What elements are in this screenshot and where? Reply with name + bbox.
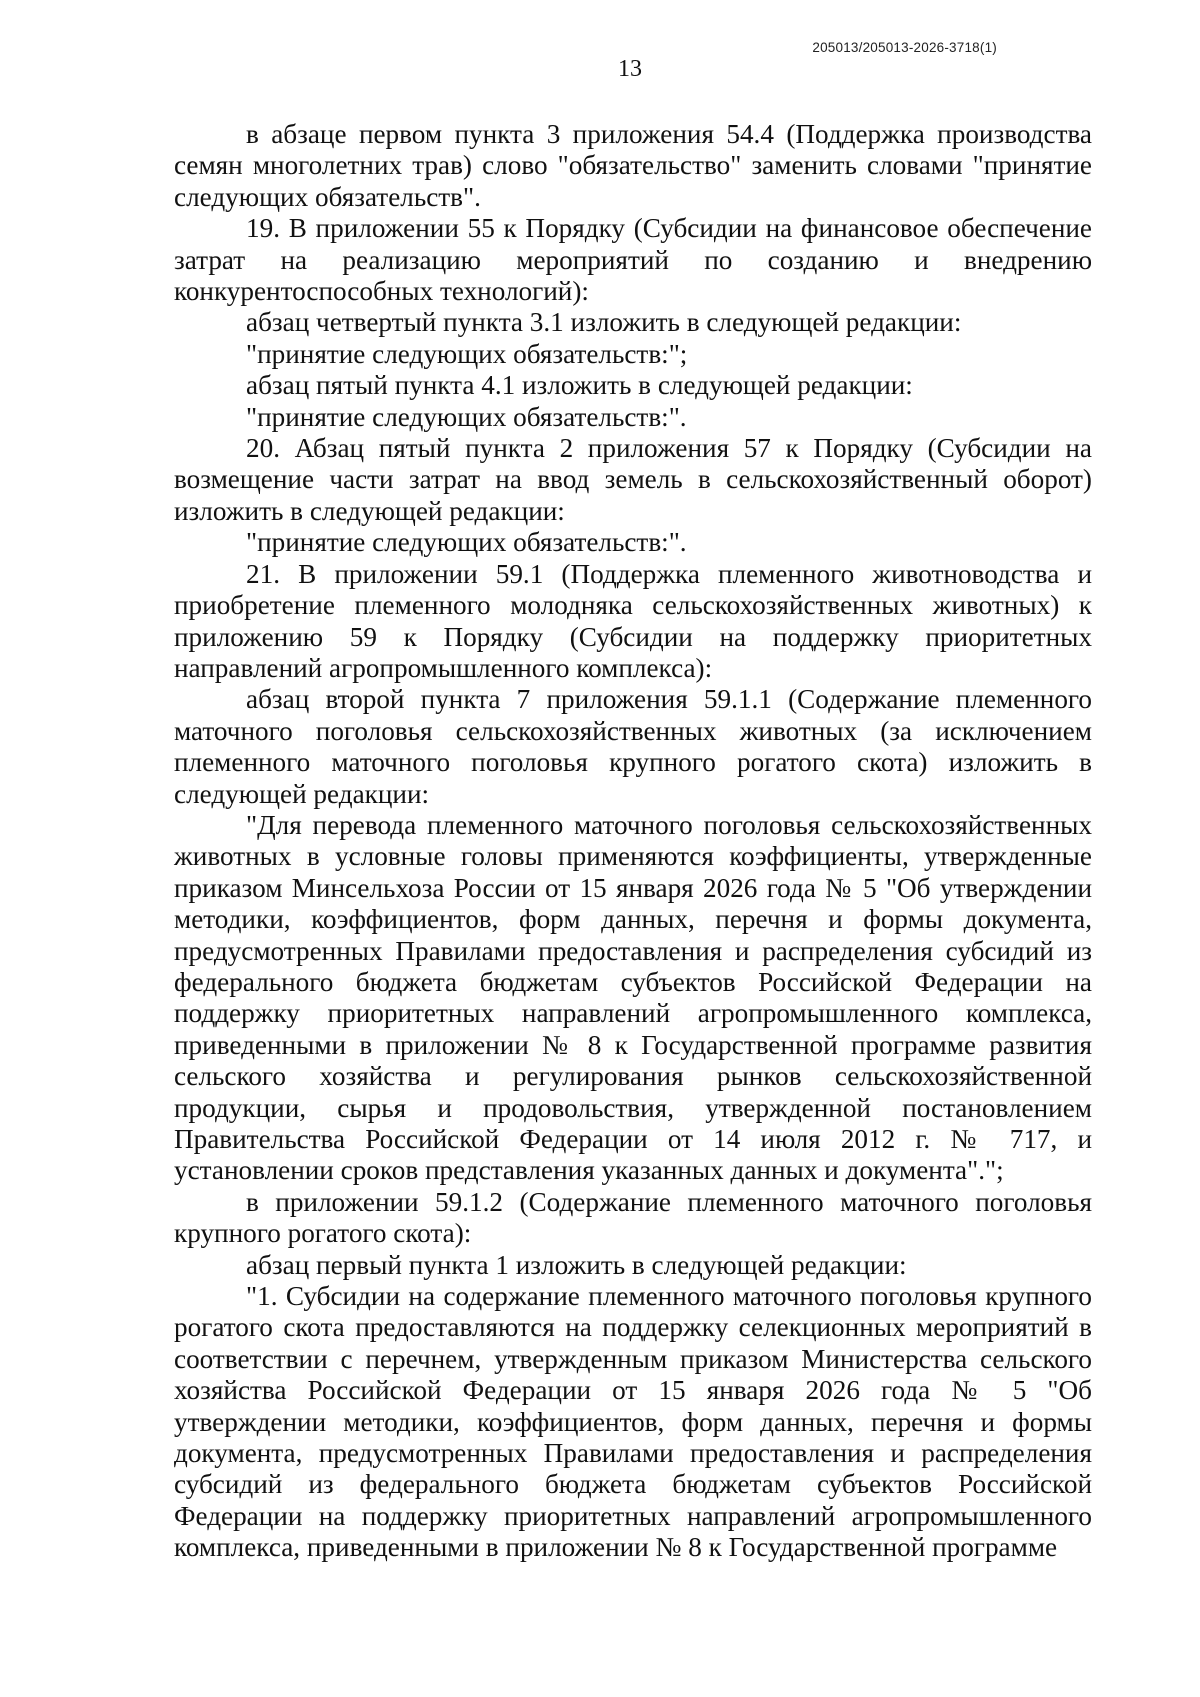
paragraph: в абзаце первом пункта 3 приложения 54.4 (Поддержка производства семян многолетних трав) слово "обязательство" заменить словами "принятие следующих обязательств". <box>174 119 1092 212</box>
document-body <box>174 119 1092 1564</box>
paragraph: 19. В приложении 55 к Порядку (Субсидии на финансовое обеспечение затрат на реализацию мероприятий по созданию и внедрению конкурентоспособных технологий): <box>174 213 1092 307</box>
paragraph: абзац первый пункта 1 изложить в следующей редакции: <box>246 1249 907 1280</box>
paragraph: абзац второй пункта 7 приложения 59.1.1 (Содержание племенного маточного поголовья сельскохозяйственных животных (за исключением племенного маточного поголовья крупного рогатого скота) изложить в следующей редакции: <box>174 684 1092 809</box>
paragraph: в приложении 59.1.2 (Содержание племенного маточного поголовья крупного рогатого скота): <box>174 1186 1092 1249</box>
paragraph: абзац четвертый пункта 3.1 изложить в следующей редакции: <box>246 307 962 338</box>
paragraph: "принятие следующих обязательств:". <box>246 527 687 558</box>
paragraph: "1. Субсидии на содержание племенного маточного поголовья крупного рогатого скота предоставляются на поддержку селекционных мероприятий в соответствии с перечнем, утвержденным приказом Министерства сельского хозяйства Российской Федерации от 15 января 2026 года № 5 "Об утверждении методики, коэффициентов, форм данных, перечня и формы документа, предусмотренных Правилами предоставления и распределения субсидий из федерального бюджета бюджетам субъектов Российской Федерации на поддержку приоритетных направлений агропромышленного комплекса, приведенными в приложении № 8 к Государственной программе <box>174 1281 1092 1563</box>
paragraph: 20. Абзац пятый пункта 2 приложения 57 к Порядку (Субсидии на возмещение части затрат на ввод земель в сельскохозяйственный оборот) изложить в следующей редакции: <box>174 433 1092 526</box>
paragraph: "принятие следующих обязательств:"; <box>246 338 688 369</box>
document-id: 205013/205013-2026-3718(1) <box>812 40 997 55</box>
paragraph: "Для перевода племенного маточного поголовья сельскохозяйственных животных в условные головы применяются коэффициенты, утвержденные приказом Минсельхоза России от 15 января 2026 года № 5 "Об утверждении методики, коэффициентов, форм данных, перечня и формы документа, предусмотренных Правилами предоставления и распределения субсидий из федерального бюджета бюджетам субъектов Российской Федерации на поддержку приоритетных направлений агропромышленного комплекса, приведенными в приложении № 8 к Государственной программе развития сельского хозяйства и регулирования рынков сельскохозяйственной продукции, сырья и продовольствия, утвержденной постановлением Правительства Российской Федерации от 14 июля 2012 г. № 717, и установлении сроков представления указанных данных и документа"."; <box>174 809 1092 1186</box>
paragraph: "принятие следующих обязательств:". <box>246 401 687 432</box>
page-number: 13 <box>618 56 642 82</box>
paragraph: абзац пятый пункта 4.1 изложить в следующей редакции: <box>246 370 913 401</box>
paragraph: 21. В приложении 59.1 (Поддержка племенного животноводства и приобретение племенного молодняка сельскохозяйственных животных) к приложению 59 к Порядку (Субсидии на поддержку приоритетных направлений агропромышленного комплекса): <box>174 558 1092 683</box>
